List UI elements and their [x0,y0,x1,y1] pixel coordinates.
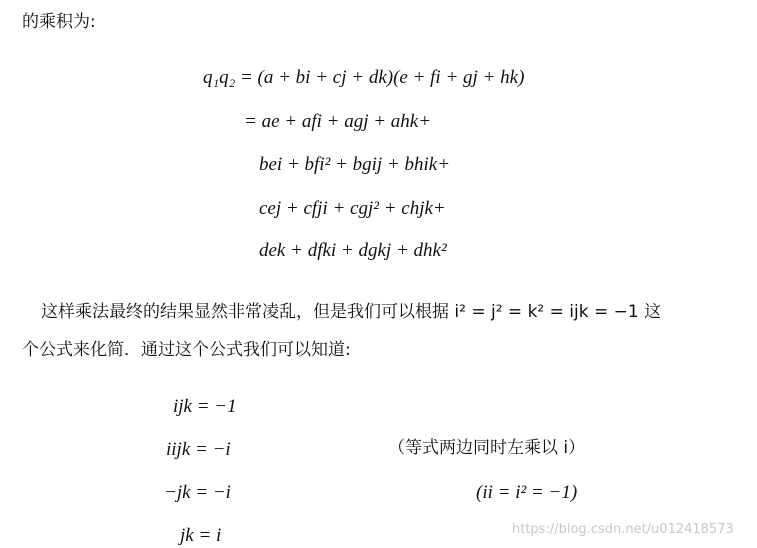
derivation-expr-2: iijk = −i [166,439,231,460]
equation-line-1: q₁q₂ = (a + bi + cj + dk)(e + fi + gj + hk) [203,67,525,88]
paragraph-line-2: 个公式来化简．通过这个公式我们可以知道: [22,340,351,360]
derivation-expr-4: jk = i [180,525,222,546]
derivation-expr-3: −jk = −i [164,482,231,503]
equation-line-5: dek + dfki + dgkj + dhk² [259,240,447,261]
equation-line-4: cej + cfji + cgj² + chjk+ [259,198,446,219]
equation-line-2: = ae + afi + agj + ahk+ [244,111,432,132]
derivation-note-3: (ii = i² = −1) [476,482,578,503]
paragraph-line-1: 这样乘法最终的结果显然非常凌乱，但是我们可以根据 i² = j² = k² = ijk = −1 这 [41,302,662,322]
derivation-expr-1: ijk = −1 [173,396,237,417]
watermark-text: https://blog.csdn.net/u012418573 [512,522,734,537]
equation-line-3: bei + bfi² + bgij + bhik+ [259,154,451,175]
intro-text: 的乘积为: [22,12,96,32]
derivation-note-2: （等式两边同时左乘以 i） [388,438,586,458]
